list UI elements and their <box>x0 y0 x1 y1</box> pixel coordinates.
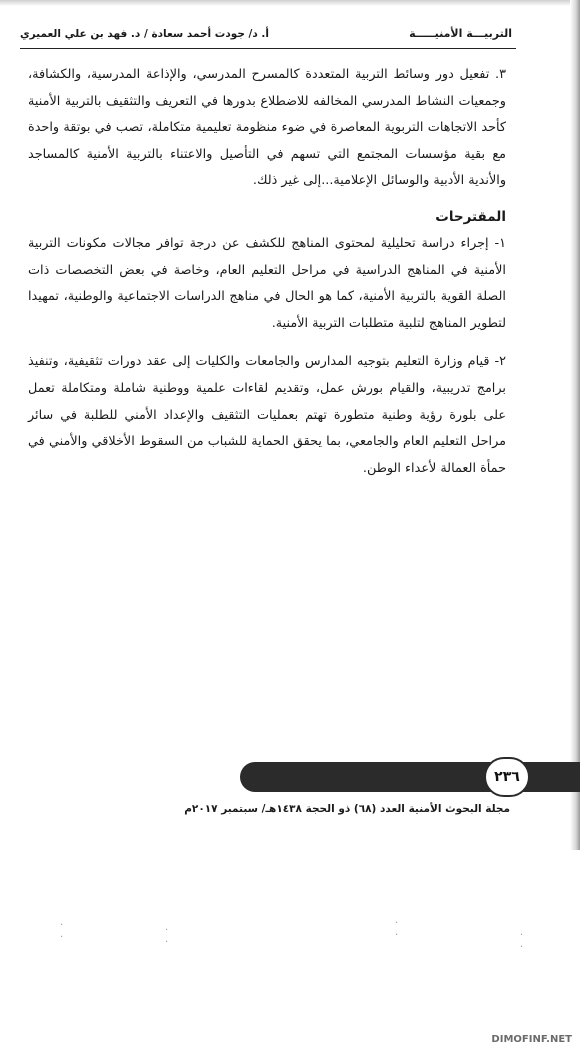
scan-noise: · · <box>395 918 399 941</box>
footer-journal-info: مجلة البحوث الأمنية العدد (٦٨) ذو الحجة ١٤٣٨هـ/ سبتمبر ٢٠١٧م <box>184 803 510 815</box>
page-body <box>28 62 506 482</box>
scan-noise: · · <box>165 925 169 948</box>
scan-noise: · · <box>60 920 64 943</box>
running-header <box>20 24 512 46</box>
header-divider <box>20 48 516 49</box>
header-journal-section: التربيـــة الأمنيـــــة <box>409 27 512 40</box>
watermark: DIMOFINF.NET <box>491 1034 572 1045</box>
header-authors: أ. د/ جودت أحمد سعادة / د. فهد بن علي العميري <box>20 28 270 40</box>
page-number: ٢٣٦ <box>484 757 530 797</box>
recommendation-item-3: ٣. تفعيل دور وسائط التربية المتعددة كالمسرح المدرسي، والإذاعة المدرسية، والكشافة، وجمعيات النشاط المدرسي المخالفه للاضطلاع بدورها في التعريف والتثقيف بالتربية الأمنية كأحد الاتجاهات التربوية المعاصرة في ضوء منظومة تعليمية متكاملة، تصب في بوتقة واحدة مع بقية مؤسسات المجتمع التي تسهم في التأصيل والاعتناء بالتربية الأمنية كالمساجد والأندية الأدبية والوسائل الإعلامية...إلى غير ذلك. <box>28 67 506 189</box>
scan-edge-right <box>570 0 580 850</box>
suggestions-heading: المقترحات <box>435 208 506 225</box>
scan-noise: · · <box>520 930 524 953</box>
suggestion-1: ١- إجراء دراسة تحليلية لمحتوى المناهج للكشف عن درجة توافر مجالات مكونات التربية الأمنية في المناهج الدراسية في مراحل التعليم العام، وخاصة في بعض التخصصات ذات الصلة القوية بالتربية الأمنية، كما هو الحال في مناهج الدراسات الاجتماعية والوطنية، تمهيدا لتطوير المناهج لتلبية متطلبات التربية الأمنية. <box>28 235 506 331</box>
suggestion-2: ٢- قيام وزارة التعليم بتوجيه المدارس والجامعات والكليات إلى عقد دورات تثقيفية، وتنفيذ برامج تدريبية، والقيام بورش عمل، وتقديم لقاءات علمية ووطنية شاملة ومتكاملة تعمل على بلورة رؤية وطنية متطورة تهتم بعمليات التثقيف والإعداد الأمني للطلبة في سائر مراحل التعليم العام والجامعي، بما يحقق الحماية للشباب من السقوط الأخلاقي والأمني في حمأة العمالة لأعداء الوطن. <box>28 354 506 476</box>
scan-edge-top <box>0 0 580 6</box>
